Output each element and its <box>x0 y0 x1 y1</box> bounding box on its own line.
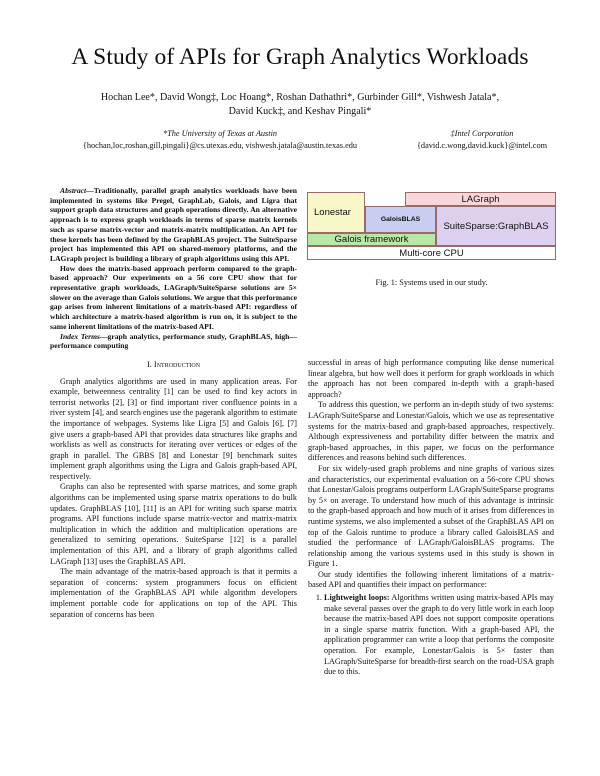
affiliation-1-name: *The University of Texas at Austin <box>162 129 278 138</box>
index-terms-text: —graph analytics, performance study, GraphBLAS, high—performance computing <box>50 331 297 351</box>
figure-1-caption: Fig. 1: Systems used in our study. <box>375 278 488 287</box>
figure-1-system-stack <box>307 192 556 274</box>
section-number: I. <box>146 359 152 369</box>
intro-paragraph-continued: successful in areas of high performance computing like dense numerical linear algebra, but how well does it perform for graph workloads in which the approach has not been compared in-depth with a graph-based approach? <box>308 358 554 399</box>
section-title: Introduction <box>153 359 201 369</box>
paper-title: A Study of APIs for Graph Analytics Workloads <box>71 44 529 70</box>
list-item-text: Algorithms written using matrix-based APIs may make several passes over the graph to do very little work in each loop because the matrix-based API does not support composite operations in a single sparse matrix function. With a graph-based API, the application programmer can write a loop that performs the composite operation. For example, Lonestar/Galois is 5× faster than LAGraph/SuiteSparse for breadth-first search on the road-USA graph due to this. <box>324 593 555 677</box>
left-column <box>50 186 297 620</box>
authors-line-2: David Kuck‡, and Keshav Pingali* <box>228 105 372 117</box>
intro-paragraph-3: The main advantage of the matrix-based approach is that it permits a separation of concerns: system programmers focus on efficient implementation of the GraphBLAS API while algorithm developers implement portable code for applications on top of the API. This separation of concerns has been <box>50 567 297 619</box>
index-terms <box>50 332 297 351</box>
limitations-list <box>308 593 554 678</box>
block-galoisblas: GaloisBLAS <box>365 206 436 233</box>
block-multicore-cpu: Multi-core CPU <box>307 246 556 260</box>
section-heading-introduction <box>50 360 297 371</box>
intro-paragraph-1: Graph analytics algorithms are used in many application areas. For example, betweenness centrality [1] can be used to find key actors in terrorist networks [2], [3] or find important river confluence points in a river system [4], and search engines use the pagerank algorithm to estimate the importance of webpages. Systems like Ligra [5] and Galois [6], [7] give users a graph-based API that provides data structures like graphs and worklists as well as constructs for iterating over vertices or edges of the graph in parallel. The GBBS [8] and Lonestar [9] benchmark suites implement graph algorithms using the Ligra and Galois graph-based API, respectively. <box>50 376 297 481</box>
right-column <box>308 358 554 678</box>
intro-paragraph-5: For six widely-used graph problems and nine graphs of various sizes and characteristics, our experimental evaluation on a 56-core CPU shows that Lonestar/Galois programs outperform LAGraph/SuiteSparse programs by 5× on average. To understand how much of this advantage is intrinsic to the graph-based approach and how much of it arises from differences in runtime systems, we also implemented a subset of the GraphBLAS API on top of the Galois runtime to produce a library called GaloisBLAS and studied the performance of LAGraph/GaloisBLAS programs. The relationship among the various systems used in this study is shown in Figure 1. <box>308 463 554 569</box>
block-suitesparse-graphblas: SuiteSparse:GraphBLAS <box>436 206 556 246</box>
block-lonestar: Lonestar <box>307 192 365 233</box>
intro-paragraph-4: To address this question, we perform an in-depth study of two systems: LAGraph/SuiteSparse and Lonestar/Galois, which we use as representative systems for the matrix-based and graph-based approaches, respectively. Although expressiveness and portability differ between the matrix and graph-based approaches, in this paper, we focus on the performance differences and reasons behind such differences. <box>308 400 555 463</box>
authors-line-1: Hochan Lee*, David Wong‡, Loc Hoang*, Roshan Dathathri*, Gurbinder Gill*, Vishwesh Jatala*, <box>100 92 500 103</box>
list-item <box>324 593 554 678</box>
intro-paragraph-6: Our study identifies the following inherent limitations of a matrix-based API and quantifies their impact on performance: <box>308 569 554 590</box>
abstract-label: Abstract <box>60 186 87 195</box>
block-lagraph: LAGraph <box>405 192 556 206</box>
list-item-label: Lightweight loops: <box>324 593 390 603</box>
intro-paragraph-2: Graphs can also be represented with sparse matrices, and some graph algorithms can be implemented using sparse matrix operations to do bulk updates. GraphBLAS [10], [11] is an API for writing such sparse matrix programs. API functions include sparse matrix-vector and matrix-matrix multiplication in which the addition and multiplication operations are generalized to semiring operations. SuiteSparse [12] is a parallel implementation of this API, and a library of graph algorithms called LAGraph [13] uses the GraphBLAS API. <box>50 482 297 566</box>
index-terms-label: Index Terms <box>60 331 100 341</box>
affiliation-intel <box>382 128 582 152</box>
block-galois-framework: Galois framework <box>307 233 436 246</box>
abstract-paragraph-1 <box>50 186 297 264</box>
affiliation-1-email: {hochan,loc,roshan,gill,pingali}@cs.utexas.edu, vishwesh.jatala@austin.texas.edu <box>82 141 358 150</box>
author-list <box>80 91 520 118</box>
affiliation-ut-austin <box>30 128 410 152</box>
affiliation-2-name: ‡Intel Corporation <box>450 129 514 138</box>
affiliation-2-email: {david.c.wong,david.kuck}@intel.com <box>416 141 548 150</box>
abstract-text-1: —Traditionally, parallel graph analytics workloads have been implemented in systems like Pregel, GraphLab, Galois, and Ligra that support graph data structures and graph operations directly. An alternative approach is to express graph workloads in terms of sparse matrix kernels such as sparse matrix-vector and matrix-matrix multiplication. An API for these kernels has been defined by the GraphBLAS project. The SuiteSparse project has implemented this API on shared-memory platforms, and the LAGraph project is building a library of graph algorithms using this API. <box>50 186 297 263</box>
abstract-paragraph-2: How does the matrix-based approach perform compared to the graph-based approach? Our experiments on a 56 core CPU show that for representative graph workloads, LAGraph/SuiteSparse solutions are 5× slower on the average than Galois solutions. We argue that this performance gap arises from inherent limitations of a matrix-based API: regardless of which architecture a matrix-based algorithm is run on, it is subject to the same inherent limitations of the matrix-based API. <box>50 263 297 331</box>
